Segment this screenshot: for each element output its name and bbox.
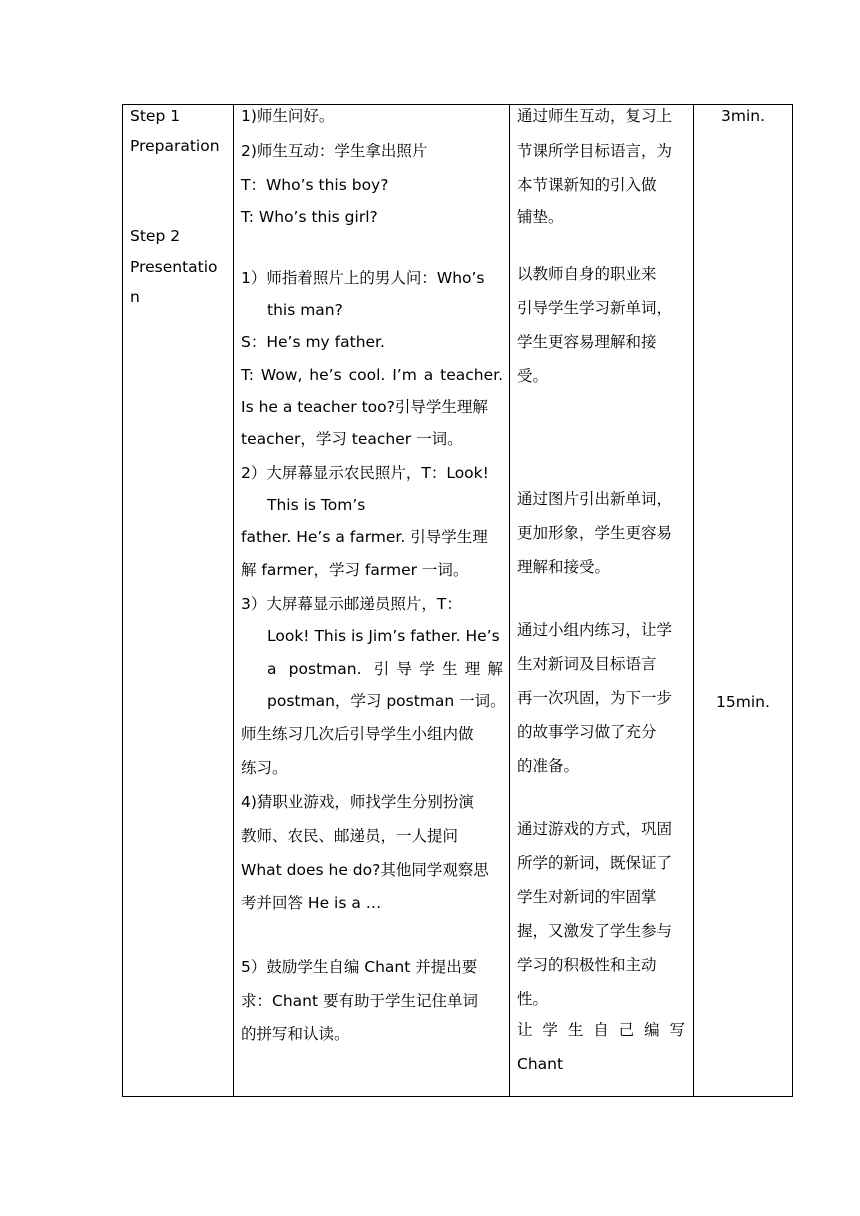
purpose-line: 握，又激发了学生参与 [517, 922, 673, 940]
procedure-line: this man? [267, 301, 343, 319]
procedure-line: Look! This is Jim’s father. He’s [267, 627, 500, 645]
lesson-plan-table [122, 104, 793, 1097]
procedure-line: teacher，学习 teacher 一词。 [241, 430, 463, 448]
purpose-line: 受。 [517, 367, 549, 385]
purpose-line: 让学生自己编写 [517, 1021, 685, 1039]
purpose-line: Chant [517, 1055, 564, 1073]
purpose-line: 的准备。 [517, 757, 580, 775]
procedure-line: 4)猜职业游戏，师找学生分别扮演 [241, 793, 474, 811]
purpose-line: 理解和接受。 [517, 558, 611, 576]
purpose-line: 通过师生互动，复习上 [517, 107, 673, 125]
procedure-line: This is Tom’s [267, 496, 366, 514]
step-1-label: Step 1 [130, 107, 181, 125]
procedure-line: 2)师生互动：学生拿出照片 [241, 142, 428, 160]
step-1-name: Preparation [130, 137, 220, 155]
procedure-line: Is he a teacher too?引导学生理解 [241, 398, 488, 416]
purpose-line: 所学的新词，既保证了 [517, 854, 673, 872]
time-step-2: 15min. [716, 693, 770, 711]
purpose-line: 再一次巩固，为下一步 [517, 689, 673, 707]
procedure-line: 的拼写和认读。 [241, 1025, 350, 1043]
purpose-line: 学习的积极性和主动 [517, 956, 657, 974]
purpose-line: 性。 [517, 990, 549, 1008]
purpose-column [510, 105, 693, 1096]
procedure-line: T: Wow, he’s cool. I’m a teacher. [241, 366, 503, 384]
purpose-line: 以教师自身的职业来 [517, 265, 657, 283]
step-2-name: Presentatio [130, 258, 218, 276]
procedure-line: S：He’s my father. [241, 333, 385, 351]
purpose-line: 通过游戏的方式，巩固 [517, 820, 673, 838]
procedure-line: 1）师指着照片上的男人问：Who’s [241, 269, 485, 287]
procedure-line: 2）大屏幕显示农民照片，T：Look! [241, 464, 489, 482]
steps-column [123, 105, 233, 1096]
procedure-line: T：Who’s this boy? [241, 176, 389, 194]
purpose-line: 学生对新词的牢固掌 [517, 888, 657, 906]
procedure-line: 解 farmer，学习 farmer 一词。 [241, 561, 469, 579]
procedure-line: What does he do?其他同学观察思 [241, 861, 489, 879]
procedure-line: 练习。 [241, 759, 288, 777]
procedure-line: 5）鼓励学生自编 Chant 并提出要 [241, 958, 478, 976]
procedure-line: 考并回答 He is a … [241, 894, 382, 912]
procedure-column [234, 105, 509, 1096]
purpose-line: 的故事学习做了充分 [517, 723, 657, 741]
procedure-line: 1)师生问好。 [241, 107, 335, 125]
purpose-line: 生对新词及目标语言 [517, 655, 657, 673]
step-2-name-cont: n [130, 288, 140, 306]
procedure-line: 3）大屏幕显示邮递员照片，T： [241, 595, 462, 613]
procedure-line: T: Who’s this girl? [241, 208, 378, 226]
procedure-line: 教师、农民、邮递员，一人提问 [241, 827, 459, 845]
procedure-line: father. He’s a farmer. 引导学生理 [241, 528, 488, 546]
purpose-line: 本节课新知的引入做 [517, 176, 657, 194]
time-column [694, 105, 792, 1096]
procedure-line: 师生练习几次后引导学生小组内做 [241, 725, 474, 743]
purpose-line: 学生更容易理解和接 [517, 333, 657, 351]
purpose-line: 通过图片引出新单词， [517, 490, 673, 508]
purpose-line: 通过小组内练习，让学 [517, 621, 673, 639]
purpose-line: 铺垫。 [517, 208, 564, 226]
purpose-line: 节课所学目标语言，为 [517, 142, 673, 160]
procedure-line: postman，学习 postman 一词。 [267, 692, 506, 710]
purpose-line: 引导学生学习新单词， [517, 299, 673, 317]
procedure-line: a postman. 引导学生理解 [267, 660, 503, 678]
time-step-1: 3min. [720, 107, 766, 125]
procedure-line: 求：Chant 要有助于学生记住单词 [241, 992, 478, 1010]
purpose-line: 更加形象，学生更容易 [517, 524, 673, 542]
step-2-label: Step 2 [130, 227, 181, 245]
